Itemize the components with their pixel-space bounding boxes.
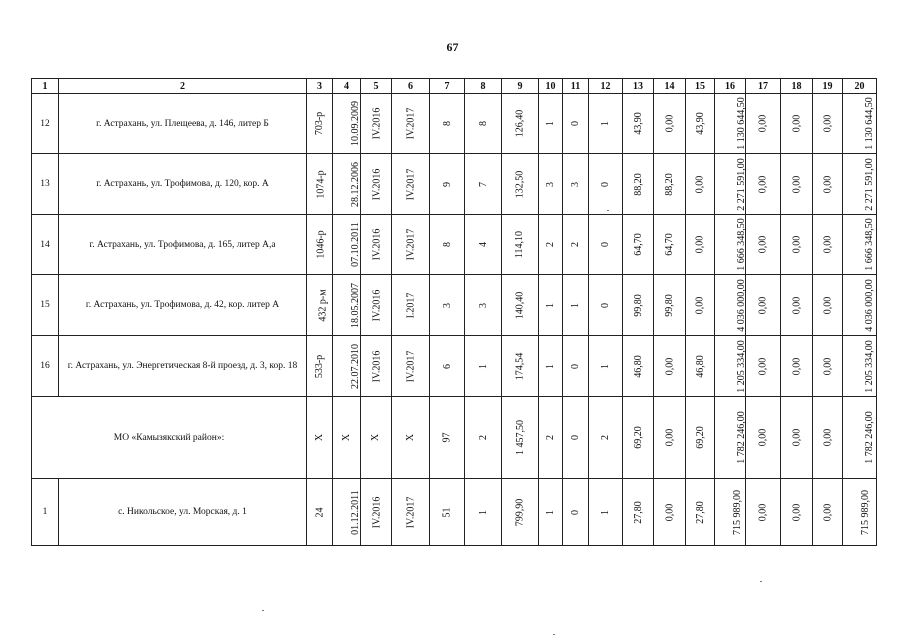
header-cell: 10	[539, 79, 563, 94]
cell-value: 0,00	[791, 114, 802, 133]
table-row	[32, 215, 877, 275]
end-period: IV.2017	[404, 496, 416, 528]
start-period: IV.2016	[371, 350, 383, 382]
cell-value: 4 036 000,00	[735, 278, 747, 332]
cell-value: 0,00	[757, 296, 769, 314]
cell-value: 1	[600, 509, 611, 515]
header-cell: 15	[686, 79, 715, 94]
cell-value: 1	[545, 302, 556, 308]
table-row	[32, 275, 877, 336]
scan-speck	[760, 581, 762, 582]
decree-date: 01.12.2011	[349, 489, 361, 535]
cell-value: 88,20	[664, 172, 675, 196]
decree-date: 10.09.2009	[350, 101, 361, 146]
cell-value: 6	[441, 363, 453, 369]
address-cell: с. Никольское, ул. Морская, д. 1	[59, 479, 307, 546]
cell-value: 0,00	[664, 503, 675, 521]
cell-value: 0	[570, 435, 581, 440]
cell-value: 9	[441, 181, 453, 187]
start-period: IV.2016	[371, 168, 383, 200]
cell-value: 0,00	[694, 175, 706, 193]
decree-number: 703-р	[314, 111, 325, 136]
cell-value: 3	[545, 181, 556, 187]
cell-value: 0,00	[791, 428, 802, 447]
cell-value: 715 989,00	[732, 489, 743, 535]
cell-value: 1 205 334,00	[735, 339, 747, 393]
table-row	[32, 94, 877, 154]
cell-value: X	[370, 433, 382, 442]
cell-value: 43,90	[632, 112, 644, 135]
decree-date: 28.12.2006	[350, 161, 361, 207]
cell-value: 4 036 000,00	[863, 278, 875, 332]
cell-value: 1	[545, 121, 556, 126]
cell-value: 0,00	[822, 428, 833, 447]
header-cell: 3	[307, 79, 333, 94]
cell-value: 0,00	[822, 296, 833, 314]
cell-value: 8	[441, 121, 453, 126]
cell-value: 2	[477, 435, 489, 440]
header-cell: 17	[746, 79, 781, 94]
cell-value: 1	[477, 363, 489, 369]
row-number: 15	[32, 275, 59, 336]
header-cell: 6	[392, 79, 430, 94]
cell-value: 3	[477, 302, 489, 308]
decree-date: 18.05.2007	[350, 282, 361, 328]
header-cell: 8	[465, 79, 502, 94]
cell-value: 3	[441, 302, 453, 308]
cell-value: X	[340, 433, 352, 442]
cell-value: 46,80	[632, 354, 644, 378]
scan-speck	[607, 210, 609, 211]
scan-speck	[262, 610, 264, 611]
cell-value: 0,00	[694, 235, 706, 254]
cell-value: 0	[600, 242, 611, 247]
decree-number: 24	[314, 507, 325, 517]
decree-date: 22.07.2010	[350, 343, 361, 389]
cell-value: 0,00	[757, 357, 769, 375]
cell-value: 8	[477, 121, 489, 126]
cell-value: 715 989,00	[860, 489, 871, 535]
address-cell: г. Астрахань, ул. Трофимова, д. 165, литер А,а	[59, 215, 307, 275]
decree-number: 533-р	[314, 354, 325, 378]
cell-value: 0,00	[791, 357, 802, 375]
address-cell: г. Астрахань, ул. Трофимова, д. 120, кор. А	[59, 154, 307, 215]
cell-value: 88,20	[632, 172, 644, 196]
end-period: IV.2017	[404, 168, 416, 200]
address-cell: г. Астрахань, ул. Энергетическая 8-й проезд, д. 3, кор. 18	[59, 336, 307, 397]
cell-value: 0,00	[791, 235, 802, 254]
cell-value: 64,70	[632, 233, 644, 256]
end-period: IV.2017	[404, 350, 416, 382]
header-cell: 7	[430, 79, 465, 94]
cell-value: 0,00	[791, 296, 802, 314]
cell-value: 4	[477, 242, 489, 247]
subtotal-row	[32, 397, 877, 479]
address-cell: г. Астрахань, ул. Трофимова, д. 42, кор. литер А	[59, 275, 307, 336]
cell-value: 114,10	[514, 230, 526, 259]
cell-value: 43,90	[694, 112, 706, 135]
cell-value: 0,00	[757, 235, 769, 254]
scan-speck	[553, 634, 555, 635]
cell-value: 174,54	[514, 352, 526, 380]
district-subtotal-label: МО «Камызякский район»:	[32, 397, 307, 479]
cell-value: 0,00	[791, 175, 802, 193]
header-cell: 20	[843, 79, 877, 94]
row-number: 13	[32, 154, 59, 215]
header-cell: 5	[361, 79, 392, 94]
cell-value: 8	[441, 242, 453, 247]
row-number: 12	[32, 94, 59, 154]
decree-number: 1046-р	[315, 230, 327, 259]
cell-value: 1 666 348,50	[863, 218, 875, 271]
header-cell: 18	[781, 79, 813, 94]
cell-value: 1	[600, 363, 611, 369]
cell-value: 99,80	[632, 293, 644, 317]
cell-value: 2	[600, 435, 611, 440]
cell-value: 799,90	[514, 498, 526, 526]
cell-value: 7	[477, 181, 489, 187]
header-cell: 9	[502, 79, 539, 94]
start-period: IV.2016	[371, 228, 383, 261]
header-cell: 11	[563, 79, 589, 94]
page-number: 67	[446, 40, 459, 54]
cell-value: 0,00	[822, 235, 833, 254]
cell-value: 0,00	[664, 114, 675, 133]
cell-value: 2	[545, 435, 556, 440]
cell-value: 0,00	[822, 175, 833, 193]
cell-value: 27,80	[694, 500, 706, 524]
cell-value: 99,80	[664, 293, 675, 317]
header-cell: 13	[623, 79, 654, 94]
cell-value: 1 457,50	[514, 420, 526, 455]
table-row	[32, 336, 877, 397]
cell-value: 0,00	[757, 503, 769, 521]
cell-value: 97	[441, 432, 453, 443]
header-cell: 16	[715, 79, 746, 94]
cell-value: 1	[570, 302, 581, 308]
cell-value: 126,40	[514, 109, 526, 138]
decree-number: 1074-р	[315, 169, 327, 199]
start-period: IV.2016	[371, 107, 383, 140]
cell-value: 1 130 644,50	[735, 97, 747, 150]
table-row	[32, 154, 877, 215]
row-number: 1	[32, 479, 59, 546]
cell-value: 1	[545, 509, 556, 515]
cell-value: 132,50	[514, 170, 526, 198]
cell-value: 2 271 591,00	[735, 157, 747, 211]
header-cell: 12	[589, 79, 623, 94]
cell-value: 3	[570, 181, 581, 187]
cell-value: 0	[570, 121, 581, 126]
cell-value: 0,00	[664, 428, 675, 447]
cell-value: 0,00	[822, 503, 833, 521]
cell-value: X	[404, 433, 416, 442]
cell-value: 0,00	[757, 114, 769, 133]
cell-value: 0	[600, 181, 611, 187]
cell-value: 0	[570, 509, 581, 515]
header-cell: 4	[333, 79, 361, 94]
cell-value: 1 205 334,00	[863, 339, 875, 393]
cell-value: 69,20	[694, 426, 706, 449]
cell-value: 1	[545, 363, 556, 369]
end-period: IV.2017	[404, 228, 416, 261]
cell-value: 0,00	[694, 296, 706, 314]
cell-value: 2	[545, 242, 556, 247]
row-number: 14	[32, 215, 59, 275]
decree-number: 432 р-м	[317, 288, 329, 322]
cell-value: 69,20	[632, 426, 644, 449]
cell-value: 46,80	[694, 354, 706, 378]
cell-value: 0,00	[757, 428, 769, 447]
cell-value: 0,00	[791, 503, 802, 521]
cell-value: X	[313, 433, 325, 442]
cell-value: 51	[441, 507, 453, 517]
end-period: IV.2017	[404, 107, 416, 140]
cell-value: 1 782 246,00	[735, 411, 747, 464]
row-number: 16	[32, 336, 59, 397]
header-cell: 14	[654, 79, 686, 94]
cell-value: 64,70	[664, 233, 675, 256]
header-cell: 1	[32, 79, 59, 94]
cell-value: 0,00	[822, 357, 833, 375]
housing-register-table	[31, 78, 877, 546]
cell-value: 27,80	[632, 500, 644, 524]
cell-value: 0	[600, 302, 611, 308]
cell-value: 1 130 644,50	[863, 97, 875, 150]
start-period: IV.2016	[371, 289, 383, 321]
address-cell: г. Астрахань, ул. Плещеева, д. 146, литер Б	[59, 94, 307, 154]
header-cell: 2	[59, 79, 307, 94]
cell-value: 0	[570, 363, 581, 369]
table-row	[32, 479, 877, 546]
cell-value: 1 782 246,00	[863, 411, 875, 464]
cell-value: 1 666 348,50	[735, 218, 747, 271]
decree-date: 07.10.2011	[349, 222, 361, 267]
cell-value: 2 271 591,00	[863, 157, 875, 211]
cell-value: 140,40	[514, 291, 526, 319]
cell-value: 0,00	[664, 357, 675, 375]
end-period: I.2017	[405, 292, 416, 318]
cell-value: 0,00	[757, 175, 769, 193]
header-cell: 19	[813, 79, 843, 94]
cell-value: 2	[570, 242, 581, 247]
cell-value: 0,00	[822, 114, 833, 133]
cell-value: 1	[477, 509, 489, 515]
cell-value: 1	[600, 121, 611, 126]
start-period: IV.2016	[371, 496, 383, 528]
column-number-header	[32, 79, 877, 94]
